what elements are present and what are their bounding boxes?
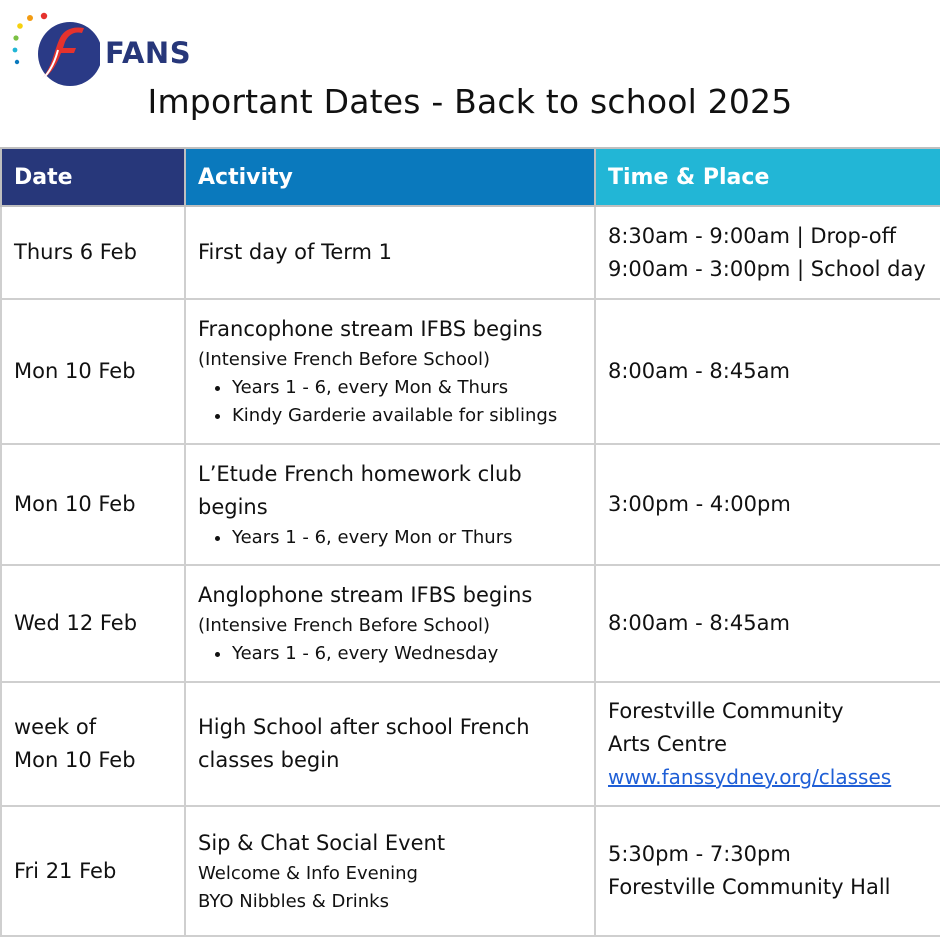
table-row [1, 206, 940, 299]
activity-subtitle: Welcome & Info Evening [198, 862, 418, 884]
date-cell [1, 806, 185, 936]
activity-subtitle: (Intensive French Before School) [198, 615, 491, 636]
header-time-place: Time & Place [595, 148, 940, 206]
classes-link[interactable]: www.fanssydney.org/classes [608, 765, 892, 789]
header-date: Date [1, 148, 185, 206]
activity-subtitle: (Intensive French Before School) [198, 349, 491, 370]
date-cell [1, 444, 185, 565]
activity-title: begins [198, 494, 268, 519]
header-activity: Activity [185, 148, 595, 206]
time-place-text: Forestville Community [608, 699, 844, 723]
table-row [1, 682, 940, 806]
date-text: Fri 21 Feb [14, 858, 117, 883]
activity-cell [185, 565, 595, 682]
time-place-cell [595, 806, 940, 936]
date-cell [1, 206, 185, 299]
time-place-text: 3:00pm - 4:00pm [608, 492, 791, 516]
dates-table [0, 147, 940, 937]
activity-bullets [198, 524, 582, 552]
table-row [1, 299, 940, 444]
date-cell [1, 682, 185, 806]
activity-cell [185, 206, 595, 299]
activity-cell [185, 682, 595, 806]
date-text: Mon 10 Feb [14, 492, 136, 516]
time-place-cell [595, 206, 940, 299]
activity-title: First day of Term 1 [198, 240, 393, 264]
table-row [1, 444, 940, 565]
time-place-text: Arts Centre [608, 732, 728, 756]
activity-title: Sip & Chat Social Event [198, 830, 446, 855]
header-row [1, 148, 940, 206]
activity-bullets [198, 640, 582, 668]
table-row [1, 565, 940, 682]
table-body [1, 206, 940, 936]
logo-text: FANS [105, 36, 192, 70]
page-title: Important Dates - Back to school 2025 [147, 82, 793, 121]
time-place-text: 9:00am - 3:00pm | School day [608, 256, 926, 281]
activity-title: classes begin [198, 748, 340, 772]
time-place-text: 5:30pm - 7:30pm [608, 842, 791, 866]
date-cell [1, 299, 185, 444]
date-text: Thurs 6 Feb [14, 240, 137, 264]
date-text: Wed 12 Feb [14, 611, 138, 635]
date-text: week of [14, 715, 97, 739]
time-place-cell [595, 682, 940, 806]
activity-cell [185, 806, 595, 936]
bullet-item: • Kindy Garderie available for siblings [232, 402, 582, 430]
activity-title: High School after school French [198, 715, 530, 739]
table-row [1, 806, 940, 936]
activity-title: Anglophone stream IFBS begins [198, 583, 533, 607]
time-place-cell [595, 299, 940, 444]
time-place-text: 8:00am - 8:45am [608, 359, 790, 383]
activity-bullets [198, 374, 582, 430]
fans-logo [10, 10, 192, 90]
bullet-item: • Years 1 - 6, every Mon or Thurs [232, 524, 582, 552]
fans-logo-icon [10, 10, 100, 90]
time-place-cell [595, 444, 940, 565]
activity-title: L’Etude French homework club [198, 461, 522, 486]
time-place-text: Forestville Community Hall [608, 875, 891, 899]
activity-cell [185, 299, 595, 444]
time-place-text: 8:00am - 8:45am [608, 611, 790, 635]
date-text: Mon 10 Feb [14, 359, 136, 383]
time-place-text: 8:30am - 9:00am | Drop-off [608, 223, 897, 248]
activity-subtitle: BYO Nibbles & Drinks [198, 890, 389, 912]
time-place-cell [595, 565, 940, 682]
bullet-item: • Years 1 - 6, every Wednesday [232, 640, 582, 668]
date-text: Mon 10 Feb [14, 748, 136, 772]
activity-title: Francophone stream IFBS begins [198, 317, 543, 341]
date-cell [1, 565, 185, 682]
bullet-item: • Years 1 - 6, every Mon & Thurs [232, 374, 582, 402]
activity-cell [185, 444, 595, 565]
